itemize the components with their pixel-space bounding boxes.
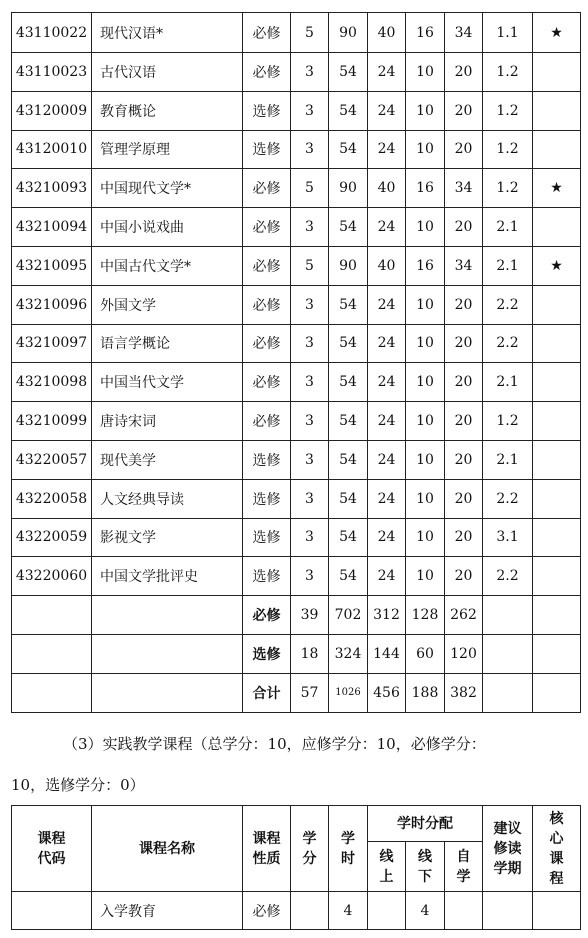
cell-type: 必修 bbox=[243, 402, 291, 441]
cell-self: 20 bbox=[445, 324, 483, 363]
summary-online: 144 bbox=[368, 634, 406, 673]
course-table bbox=[11, 12, 581, 713]
cell-name: 影视文学 bbox=[92, 518, 243, 557]
cell-term: 2.1 bbox=[483, 208, 533, 247]
cell-offline: 10 bbox=[406, 440, 445, 479]
cell-self: 20 bbox=[445, 363, 483, 402]
cell-offline: 10 bbox=[406, 518, 445, 557]
cell-core bbox=[533, 892, 581, 930]
cell-term: 2.2 bbox=[483, 285, 533, 324]
cell-term: 1.2 bbox=[483, 53, 533, 92]
cell-online: 24 bbox=[368, 208, 406, 247]
cell-core bbox=[533, 479, 581, 518]
summary-row bbox=[12, 596, 581, 635]
cell-name: 外国文学 bbox=[92, 285, 243, 324]
cell-code: 43110023 bbox=[12, 53, 92, 92]
cell-self: 34 bbox=[445, 169, 483, 208]
cell-self: 20 bbox=[445, 440, 483, 479]
cell-self bbox=[445, 892, 483, 930]
cell-offline: 16 bbox=[406, 13, 445, 53]
cell-term: 1.1 bbox=[483, 13, 533, 53]
cell-name: 语言学概论 bbox=[92, 324, 243, 363]
summary-row bbox=[12, 634, 581, 673]
cell-hours: 54 bbox=[329, 208, 368, 247]
cell-core: ★ bbox=[533, 246, 581, 285]
cell-code: 43110022 bbox=[12, 13, 92, 53]
cell-empty bbox=[92, 596, 243, 635]
cell-term: 1.2 bbox=[483, 91, 533, 130]
summary-credits: 39 bbox=[291, 596, 329, 635]
summary-self: 262 bbox=[445, 596, 483, 635]
cell-online: 40 bbox=[368, 169, 406, 208]
cell-term bbox=[483, 892, 533, 930]
cell-type: 必修 bbox=[243, 892, 291, 930]
cell-credits: 3 bbox=[291, 440, 329, 479]
cell-self: 20 bbox=[445, 53, 483, 92]
cell-name: 中国古代文学* bbox=[92, 246, 243, 285]
cell-term: 2.2 bbox=[483, 479, 533, 518]
cell-credits: 3 bbox=[291, 130, 329, 169]
cell-hours: 90 bbox=[329, 246, 368, 285]
cell-credits: 3 bbox=[291, 518, 329, 557]
cell-online: 24 bbox=[368, 53, 406, 92]
cell-online: 40 bbox=[368, 246, 406, 285]
header-term: 建议 修读 学期 bbox=[483, 806, 533, 892]
cell-core: ★ bbox=[533, 13, 581, 53]
cell-online bbox=[368, 892, 406, 930]
cell-online: 40 bbox=[368, 13, 406, 53]
cell-self: 34 bbox=[445, 13, 483, 53]
cell-offline: 10 bbox=[406, 208, 445, 247]
cell-hours: 54 bbox=[329, 363, 368, 402]
cell-credits: 3 bbox=[291, 285, 329, 324]
cell-empty bbox=[92, 673, 243, 712]
table-row bbox=[12, 53, 581, 92]
summary-online: 456 bbox=[368, 673, 406, 712]
table-row bbox=[12, 169, 581, 208]
cell-empty bbox=[533, 596, 581, 635]
cell-offline: 4 bbox=[406, 892, 445, 930]
cell-offline: 10 bbox=[406, 402, 445, 441]
cell-credits: 3 bbox=[291, 363, 329, 402]
cell-credits: 3 bbox=[291, 53, 329, 92]
header-row bbox=[12, 806, 581, 842]
header-offline: 线 下 bbox=[406, 842, 445, 892]
header-core: 核 心 课 程 bbox=[533, 806, 581, 892]
table-row bbox=[12, 479, 581, 518]
cell-term: 1.2 bbox=[483, 130, 533, 169]
cell-core bbox=[533, 208, 581, 247]
cell-core bbox=[533, 557, 581, 596]
cell-name: 古代汉语 bbox=[92, 53, 243, 92]
cell-credits: 3 bbox=[291, 208, 329, 247]
cell-self: 20 bbox=[445, 402, 483, 441]
cell-code: 43220057 bbox=[12, 440, 92, 479]
cell-code: 43210093 bbox=[12, 169, 92, 208]
cell-online: 24 bbox=[368, 402, 406, 441]
cell-offline: 10 bbox=[406, 130, 445, 169]
cell-core bbox=[533, 53, 581, 92]
cell-empty bbox=[12, 596, 92, 635]
cell-code bbox=[12, 892, 92, 930]
cell-self: 20 bbox=[445, 479, 483, 518]
cell-online: 24 bbox=[368, 557, 406, 596]
summary-credits: 57 bbox=[291, 673, 329, 712]
cell-offline: 10 bbox=[406, 53, 445, 92]
cell-self: 20 bbox=[445, 557, 483, 596]
cell-credits: 3 bbox=[291, 557, 329, 596]
cell-type: 必修 bbox=[243, 53, 291, 92]
cell-hours: 54 bbox=[329, 479, 368, 518]
cell-type: 选修 bbox=[243, 130, 291, 169]
cell-credits: 3 bbox=[291, 324, 329, 363]
cell-code: 43120010 bbox=[12, 130, 92, 169]
cell-credits: 5 bbox=[291, 13, 329, 53]
table-row bbox=[12, 557, 581, 596]
summary-label: 必修 bbox=[243, 596, 291, 635]
cell-empty bbox=[533, 634, 581, 673]
cell-code: 43210098 bbox=[12, 363, 92, 402]
cell-online: 24 bbox=[368, 91, 406, 130]
cell-core bbox=[533, 402, 581, 441]
cell-offline: 16 bbox=[406, 169, 445, 208]
summary-label: 选修 bbox=[243, 634, 291, 673]
cell-term: 2.1 bbox=[483, 246, 533, 285]
cell-online: 24 bbox=[368, 285, 406, 324]
cell-term: 2.2 bbox=[483, 324, 533, 363]
cell-type: 必修 bbox=[243, 169, 291, 208]
cell-hours: 54 bbox=[329, 518, 368, 557]
cell-core bbox=[533, 285, 581, 324]
table-row bbox=[12, 285, 581, 324]
cell-online: 24 bbox=[368, 518, 406, 557]
cell-type: 选修 bbox=[243, 440, 291, 479]
cell-empty bbox=[533, 673, 581, 712]
cell-code: 43210095 bbox=[12, 246, 92, 285]
cell-core bbox=[533, 91, 581, 130]
table-row bbox=[12, 402, 581, 441]
cell-empty bbox=[483, 596, 533, 635]
cell-term: 1.2 bbox=[483, 402, 533, 441]
cell-core: ★ bbox=[533, 169, 581, 208]
summary-hours: 324 bbox=[329, 634, 368, 673]
header-credits: 学 分 bbox=[291, 806, 329, 892]
cell-self: 20 bbox=[445, 91, 483, 130]
cell-term: 2.1 bbox=[483, 440, 533, 479]
table-row bbox=[12, 892, 581, 930]
cell-self: 20 bbox=[445, 518, 483, 557]
summary-hours: 702 bbox=[329, 596, 368, 635]
cell-empty bbox=[483, 673, 533, 712]
cell-online: 24 bbox=[368, 363, 406, 402]
cell-term: 3.1 bbox=[483, 518, 533, 557]
cell-name: 唐诗宋词 bbox=[92, 402, 243, 441]
cell-hours: 90 bbox=[329, 13, 368, 53]
practice-section-heading: （3）实践教学课程（总学分：10，应修学分：10，必修学分： bbox=[63, 735, 486, 753]
cell-type: 选修 bbox=[243, 479, 291, 518]
cell-name: 人文经典导读 bbox=[92, 479, 243, 518]
cell-type: 必修 bbox=[243, 13, 291, 53]
cell-empty bbox=[12, 634, 92, 673]
summary-label: 合计 bbox=[243, 673, 291, 712]
cell-credits: 5 bbox=[291, 246, 329, 285]
cell-self: 34 bbox=[445, 246, 483, 285]
cell-core bbox=[533, 518, 581, 557]
cell-offline: 10 bbox=[406, 324, 445, 363]
cell-online: 24 bbox=[368, 479, 406, 518]
cell-code: 43220059 bbox=[12, 518, 92, 557]
summary-offline: 188 bbox=[406, 673, 445, 712]
cell-hours: 54 bbox=[329, 402, 368, 441]
header-self: 自 学 bbox=[445, 842, 483, 892]
summary-hours: 1026 bbox=[329, 673, 368, 712]
cell-empty bbox=[12, 673, 92, 712]
header-online: 线 上 bbox=[368, 842, 406, 892]
cell-type: 必修 bbox=[243, 285, 291, 324]
cell-code: 43210096 bbox=[12, 285, 92, 324]
summary-offline: 128 bbox=[406, 596, 445, 635]
cell-name: 中国当代文学 bbox=[92, 363, 243, 402]
table-row bbox=[12, 324, 581, 363]
table-row bbox=[12, 518, 581, 557]
summary-row bbox=[12, 673, 581, 712]
cell-code: 43220058 bbox=[12, 479, 92, 518]
cell-hours: 90 bbox=[329, 169, 368, 208]
cell-name: 中国现代文学* bbox=[92, 169, 243, 208]
cell-offline: 10 bbox=[406, 557, 445, 596]
practice-table bbox=[11, 805, 581, 930]
cell-core bbox=[533, 130, 581, 169]
cell-hours: 4 bbox=[329, 892, 368, 930]
table-row bbox=[12, 13, 581, 53]
header-name: 课程名称 bbox=[92, 806, 243, 892]
cell-type: 必修 bbox=[243, 363, 291, 402]
cell-term: 2.1 bbox=[483, 363, 533, 402]
table-row bbox=[12, 246, 581, 285]
cell-name: 中国小说戏曲 bbox=[92, 208, 243, 247]
cell-offline: 16 bbox=[406, 246, 445, 285]
cell-empty bbox=[92, 634, 243, 673]
cell-hours: 54 bbox=[329, 440, 368, 479]
cell-name: 中国文学批评史 bbox=[92, 557, 243, 596]
cell-core bbox=[533, 363, 581, 402]
summary-credits: 18 bbox=[291, 634, 329, 673]
summary-self: 120 bbox=[445, 634, 483, 673]
cell-hours: 54 bbox=[329, 324, 368, 363]
cell-name: 现代美学 bbox=[92, 440, 243, 479]
cell-empty bbox=[483, 634, 533, 673]
cell-term: 2.2 bbox=[483, 557, 533, 596]
cell-hours: 54 bbox=[329, 130, 368, 169]
table-row bbox=[12, 440, 581, 479]
cell-online: 24 bbox=[368, 130, 406, 169]
header-type: 课程 性质 bbox=[243, 806, 291, 892]
cell-code: 43120009 bbox=[12, 91, 92, 130]
cell-type: 选修 bbox=[243, 91, 291, 130]
cell-offline: 10 bbox=[406, 479, 445, 518]
table-row bbox=[12, 91, 581, 130]
header-code: 课程 代码 bbox=[12, 806, 92, 892]
cell-self: 20 bbox=[445, 285, 483, 324]
cell-credits: 3 bbox=[291, 479, 329, 518]
cell-name: 教育概论 bbox=[92, 91, 243, 130]
practice-section-heading-cont: 10，选修学分：0） bbox=[11, 776, 145, 794]
cell-online: 24 bbox=[368, 324, 406, 363]
cell-code: 43210099 bbox=[12, 402, 92, 441]
cell-offline: 10 bbox=[406, 363, 445, 402]
cell-name: 管理学原理 bbox=[92, 130, 243, 169]
cell-name: 入学教育 bbox=[92, 892, 243, 930]
cell-name: 现代汉语* bbox=[92, 13, 243, 53]
cell-online: 24 bbox=[368, 440, 406, 479]
cell-code: 43210094 bbox=[12, 208, 92, 247]
cell-type: 选修 bbox=[243, 557, 291, 596]
cell-term: 1.2 bbox=[483, 169, 533, 208]
cell-type: 必修 bbox=[243, 208, 291, 247]
cell-self: 20 bbox=[445, 130, 483, 169]
cell-code: 43220060 bbox=[12, 557, 92, 596]
summary-self: 382 bbox=[445, 673, 483, 712]
cell-hours: 54 bbox=[329, 285, 368, 324]
cell-credits: 3 bbox=[291, 91, 329, 130]
cell-credits bbox=[291, 892, 329, 930]
cell-type: 必修 bbox=[243, 324, 291, 363]
cell-credits: 3 bbox=[291, 402, 329, 441]
cell-credits: 5 bbox=[291, 169, 329, 208]
cell-type: 选修 bbox=[243, 518, 291, 557]
cell-self: 20 bbox=[445, 208, 483, 247]
cell-offline: 10 bbox=[406, 285, 445, 324]
cell-hours: 54 bbox=[329, 91, 368, 130]
table-row bbox=[12, 208, 581, 247]
header-hours: 学 时 bbox=[329, 806, 368, 892]
cell-offline: 10 bbox=[406, 91, 445, 130]
table-row bbox=[12, 363, 581, 402]
table-row bbox=[12, 130, 581, 169]
summary-offline: 60 bbox=[406, 634, 445, 673]
cell-hours: 54 bbox=[329, 53, 368, 92]
header-distribution: 学时分配 bbox=[368, 806, 483, 842]
cell-code: 43210097 bbox=[12, 324, 92, 363]
cell-core bbox=[533, 440, 581, 479]
cell-type: 必修 bbox=[243, 246, 291, 285]
summary-online: 312 bbox=[368, 596, 406, 635]
cell-core bbox=[533, 324, 581, 363]
cell-hours: 54 bbox=[329, 557, 368, 596]
